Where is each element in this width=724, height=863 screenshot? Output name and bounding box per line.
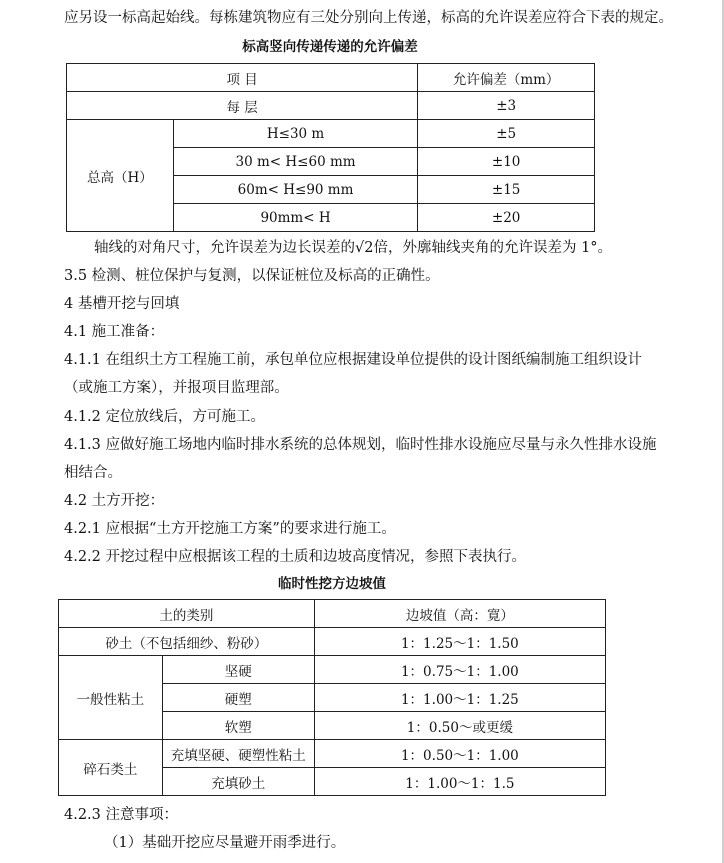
height-range: H≤30 m	[173, 120, 417, 148]
sand-label: 砂土（不包括细纱、粉砂）	[59, 628, 315, 656]
table-row	[59, 656, 606, 684]
table-row	[59, 740, 606, 768]
soil-subtype: 软塑	[162, 712, 314, 740]
soil-subtype: 坚硬	[162, 656, 314, 684]
table1-caption: 标高竖向传递传递的允许偏差	[242, 39, 418, 55]
table-row	[59, 628, 606, 656]
paragraph-line: 轴线的对角尺寸，允许误差为边长误差的√2倍，外廓轴线夹角的允许误差为 1°。	[94, 240, 613, 256]
floor-label: 每 层	[67, 92, 418, 120]
height-tolerance: ±15	[418, 176, 595, 204]
paragraph-line: 4.2.2 开挖过程中应根据该工程的土质和边坡高度情况，参照下表执行。	[64, 549, 527, 565]
paragraph-line: （或施工方案），并报项目监理部。	[64, 380, 289, 396]
table-row	[67, 92, 595, 120]
paragraph-line: 4.1.1 在组织土方工程施工前，承包单位应根据建设单位提供的设计图纸编制施工组织设计	[64, 352, 642, 368]
slope-value: 1：0.50～或更缓	[314, 712, 605, 740]
paragraph-line: 4.2.1 应根据“土方开挖施工方案”的要求进行施工。	[64, 521, 396, 537]
soil-subtype: 充填坚硬、硬塑性粘土	[162, 740, 314, 768]
table-row	[67, 120, 595, 148]
height-range: 60m< H≤90 mm	[173, 176, 417, 204]
section-heading: 4.2 土方开挖：	[64, 493, 165, 509]
elevation-tolerance-table	[66, 63, 595, 232]
header-item: 项 目	[67, 64, 418, 92]
slope-value: 1：1.00～1：1.25	[314, 684, 605, 712]
sand-value: 1：1.25～1：1.50	[314, 628, 605, 656]
paragraph-line: 3.5 检测、桩位保护与复测，以保证桩位及标高的正确性。	[64, 268, 440, 284]
slope-value: 1：1.00～1：1.5	[314, 768, 605, 796]
paragraph-line: 4.2.3 注意事项：	[64, 807, 179, 823]
header-slope-value: 边坡值（高：寛）	[314, 600, 605, 628]
paragraph-line: 4.1.2 定位放线后，方可施工。	[64, 409, 266, 425]
header-tolerance: 允许偏差（mm）	[418, 64, 595, 92]
clay-label: 一般性粘土	[59, 656, 163, 740]
height-range: 90mm< H	[173, 204, 417, 232]
soil-subtype: 硬塑	[162, 684, 314, 712]
section-heading: 4.1 施工准备：	[64, 324, 165, 340]
table2-caption: 临时性挖方边坡值	[278, 576, 386, 592]
table-header-row	[59, 600, 606, 628]
height-tolerance: ±5	[418, 120, 595, 148]
paragraph-line: 应另设一标高起始线。每栋建筑物应有三处分别向上传递，标高的允许误差应符合下表的规定。	[64, 10, 673, 26]
section-heading: 4 基槽开挖与回填	[64, 296, 180, 312]
height-tolerance: ±10	[418, 148, 595, 176]
paragraph-line: 相结合。	[64, 465, 122, 481]
slope-value: 1：0.75～1：1.00	[314, 656, 605, 684]
table-header-row	[67, 64, 595, 92]
height-range: 30 m< H≤60 mm	[173, 148, 417, 176]
total-height-label: 总高（H）	[67, 120, 174, 232]
paragraph-line: （1）基础开挖应尽量避开雨季进行。	[104, 835, 346, 851]
soil-subtype: 充填砂土	[162, 768, 314, 796]
slope-value: 1：0.50～1：1.00	[314, 740, 605, 768]
gravel-label: 碎石类土	[59, 740, 163, 796]
header-soil-type: 土的类别	[59, 600, 315, 628]
paragraph-line: 4.1.3 应做好施工场地内临时排水系统的总体规划，临时性排水设施应尽量与永久性排水设施	[64, 437, 657, 453]
floor-value: ±3	[418, 92, 595, 120]
height-tolerance: ±20	[418, 204, 595, 232]
slope-value-table	[58, 599, 606, 796]
